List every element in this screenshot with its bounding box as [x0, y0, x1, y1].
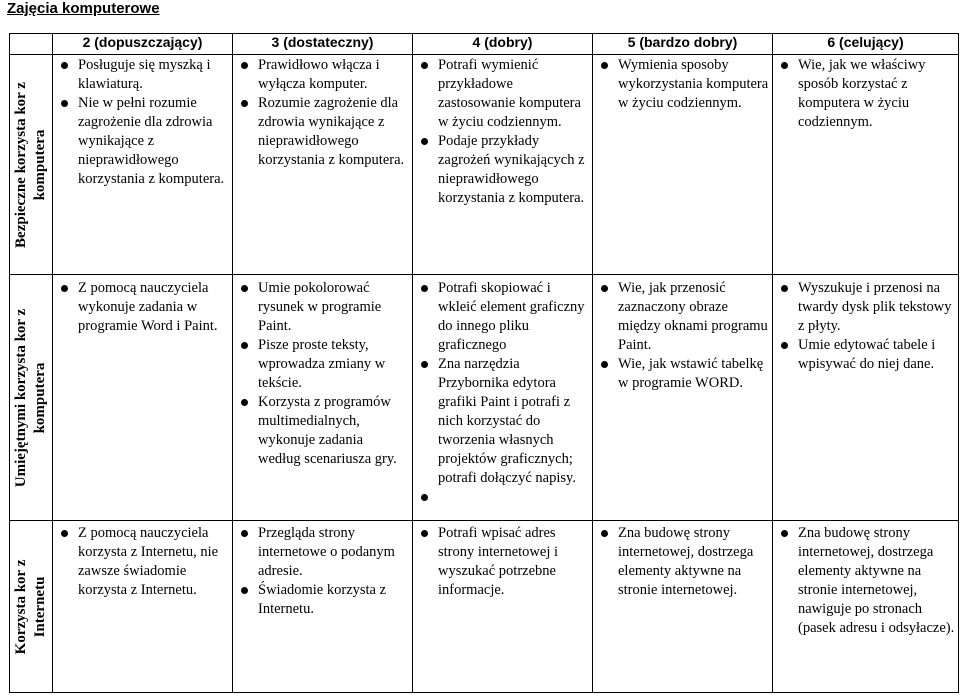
- list-item: [413, 488, 589, 507]
- list-item: Wymienia sposoby wykorzystania komputera w życiu codziennym.: [593, 56, 769, 113]
- row-label: [10, 55, 53, 275]
- list-item: Wyszukuje i przenosi na twardy dysk plik tekstowy z płyty.: [773, 279, 955, 336]
- list-item: Potrafi wpisać adres strony internetowej i wyszukać potrzebne informacje.: [413, 524, 589, 600]
- row-label-line: Korzysta kor z: [13, 559, 29, 654]
- table-cell: [773, 275, 959, 521]
- column-header: 5 (bardzo dobry): [593, 34, 773, 55]
- list-item: Umie edytować tabele i wpisywać do niej dane.: [773, 336, 955, 374]
- grading-table: [9, 33, 959, 693]
- list-item: Pisze proste teksty, wprowadza zmiany w tekście.: [233, 336, 409, 393]
- table-cell: [413, 55, 593, 275]
- row-label-line: komputera: [32, 129, 48, 200]
- list-item: Wie, jak wstawić tabelkę w programie WORD.: [593, 355, 769, 393]
- table-cell: [233, 275, 413, 521]
- table-row: [10, 55, 959, 275]
- list-item: Przegląda strony internetowe o podanym adresie.: [233, 524, 409, 581]
- row-label-line: Umiejętnymi korzysta kor z: [13, 308, 29, 487]
- list-item: Posługuje się myszką i klawiaturą.: [53, 56, 229, 94]
- header-row: [10, 34, 959, 55]
- list-item: Zna narzędzia Przybornika edytora grafiki Paint i potrafi z nich korzystać do tworzenia własnych projektów graficznych; potrafi dołączyć napisy.: [413, 355, 589, 488]
- list-item: Prawidłowo włącza i wyłącza komputer.: [233, 56, 409, 94]
- list-item: Nie w pełni rozumie zagrożenie dla zdrowia wynikające z nieprawidłowego korzystania z komputera.: [53, 94, 229, 189]
- table-cell: [593, 521, 773, 693]
- table-cell: [593, 55, 773, 275]
- list-item: Z pomocą nauczyciela wykonuje zadania w programie Word i Paint.: [53, 279, 229, 336]
- list-item: Potrafi wymienić przykładowe zastosowanie komputera w życiu codziennym.: [413, 56, 589, 132]
- table-row: [10, 275, 959, 521]
- table-row: [10, 521, 959, 693]
- list-item: Świadomie korzysta z Internetu.: [233, 581, 409, 619]
- table-cell: [413, 275, 593, 521]
- column-header: 3 (dostateczny): [233, 34, 413, 55]
- table-cell: [413, 521, 593, 693]
- list-item: Potrafi skopiować i wkleić element graficzny do innego pliku graficznego: [413, 279, 589, 355]
- row-label-line: Bezpieczne korzysta kor z: [13, 81, 29, 248]
- table-cell: [53, 55, 233, 275]
- list-item: Rozumie zagrożenie dla zdrowia wynikające z nieprawidłowego korzystania z komputera.: [233, 94, 409, 170]
- row-label: [10, 275, 53, 521]
- list-item: Korzysta z programów multimedialnych, wykonuje zadania według scenariusza gry.: [233, 393, 409, 469]
- header-corner: [10, 34, 53, 55]
- row-label-line: komputera: [32, 362, 48, 433]
- list-item: Umie pokolorować rysunek w programie Paint.: [233, 279, 409, 336]
- list-item: Wie, jak we właściwy sposób korzystać z komputera w życiu codziennym.: [773, 56, 955, 132]
- column-header: 2 (dopuszczający): [53, 34, 233, 55]
- list-item: Wie, jak przenosić zaznaczony obraze między oknami programu Paint.: [593, 279, 769, 355]
- table-cell: [53, 521, 233, 693]
- row-label: [10, 521, 53, 693]
- column-header: 6 (celujący): [773, 34, 959, 55]
- table-cell: [53, 275, 233, 521]
- page-title: Zajęcia komputerowe: [7, 0, 160, 17]
- table-cell: [773, 55, 959, 275]
- list-item: Zna budowę strony internetowej, dostrzega elementy aktywne na stronie internetowej.: [593, 524, 769, 600]
- row-label-line: Internetu: [32, 576, 48, 637]
- column-header: 4 (dobry): [413, 34, 593, 55]
- table-cell: [773, 521, 959, 693]
- table-cell: [233, 521, 413, 693]
- list-item: Z pomocą nauczyciela korzysta z Internetu, nie zawsze świadomie korzysta z Internetu.: [53, 524, 229, 600]
- list-item: Zna budowę strony internetowej, dostrzega elementy aktywne na stronie internetowej, nawiguje po stronach (pasek adresu i odsyłacze).: [773, 524, 955, 638]
- table-cell: [233, 55, 413, 275]
- list-item: Podaje przykłady zagrożeń wynikających z nieprawidłowego korzystania z komputera.: [413, 132, 589, 208]
- table-cell: [593, 275, 773, 521]
